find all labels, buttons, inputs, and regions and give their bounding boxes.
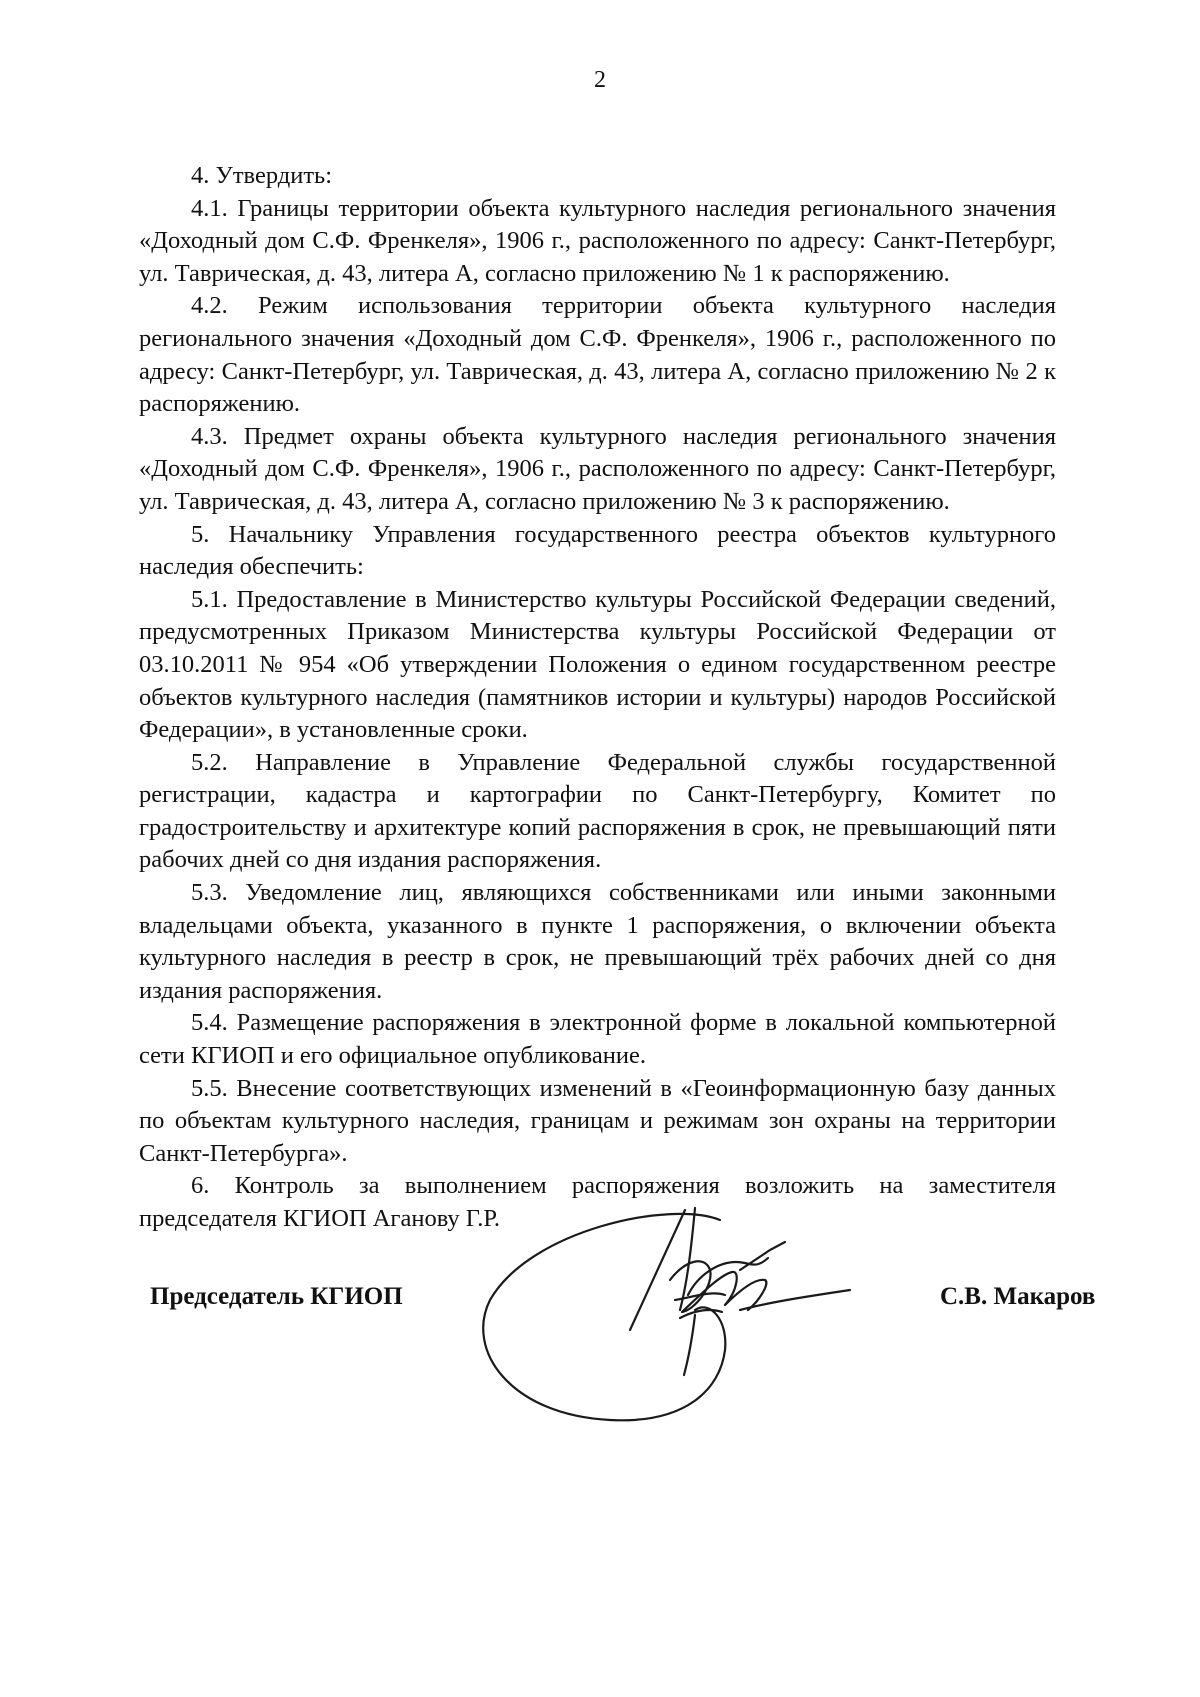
document-body <box>139 160 1056 1236</box>
paragraph-4-1: 4.1. Границы территории объекта культурного наследия регионального значения «Доходный дом С.Ф. Френкеля», 1906 г., расположенного по адресу: Санкт-Петербург, ул. Таврическая, д. 43, литера А, согласно приложению № 1 к распоряжению. <box>139 194 1056 287</box>
paragraph-5-1: 5.1. Предоставление в Министерство культуры Российской Федерации сведений, предусмотренных Приказом Министерства культуры Российской Федерации от 03.10.2011 № 954 «Об утверждении Положения о едином государственном реестре объектов культурного наследия (памятников истории и культуры) народов Российской Федерации», в установленные сроки. <box>139 585 1056 744</box>
paragraph-4-3: 4.3. Предмет охраны объекта культурного наследия регионального значения «Доходный дом С.Ф. Френкеля», 1906 г., расположенного по адресу: Санкт-Петербург, ул. Таврическая, д. 43, литера А, согласно приложению № 3 к распоряжению. <box>139 422 1056 515</box>
signatory-title: Председатель КГИОП <box>150 1283 403 1310</box>
paragraph-6: 6. Контроль за выполнением распоряжения возложить на заместителя председателя КГИОП Аганову Г.Р. <box>139 1172 1056 1232</box>
paragraph-5-4: 5.4. Размещение распоряжения в электронной форме в локальной компьютерной сети КГИОП и его официальное опубликование. <box>139 1009 1056 1070</box>
paragraph-5-5: 5.5. Внесение соответствующих изменений в «Геоинформационную базу данных по объектам культурного наследия, границам и режимам зон охраны на территории Санкт-Петербурга». <box>139 1074 1056 1167</box>
paragraph-4-2: 4.2. Режим использования территории объекта культурного наследия регионального значения «Доходный дом С.Ф. Френкеля», 1906 г., расположенного по адресу: Санкт-Петербург, ул. Таврическая, д. 43, литера А, согласно приложению № 2 к распоряжению. <box>139 292 1056 418</box>
paragraph-5: 5. Начальнику Управления государственного реестра объектов культурного наследия обеспечить: <box>139 520 1056 581</box>
paragraph-4: 4. Утвердить: <box>191 162 333 189</box>
handwritten-signature <box>470 1200 910 1450</box>
page-number: 2 <box>594 67 606 93</box>
paragraph-5-3: 5.3. Уведомление лиц, являющихся собственниками или иными законными владельцами объекта, указанного в пункте 1 распоряжения, о включении объекта культурного наследия в реестр в срок, не превышающий трёх рабочих дней со дня издания распоряжения. <box>139 879 1056 1004</box>
paragraph-5-2: 5.2. Направление в Управление Федеральной службы государственной регистрации, кадастра и картографии по Санкт-Петербургу, Комитет по градостроительству и архитектуре копий распоряжения в срок, не превышающий пяти рабочих дней со дня издания распоряжения. <box>139 748 1056 874</box>
signature-block <box>0 1282 1200 1322</box>
signatory-name: С.В. Макаров <box>940 1283 1096 1310</box>
